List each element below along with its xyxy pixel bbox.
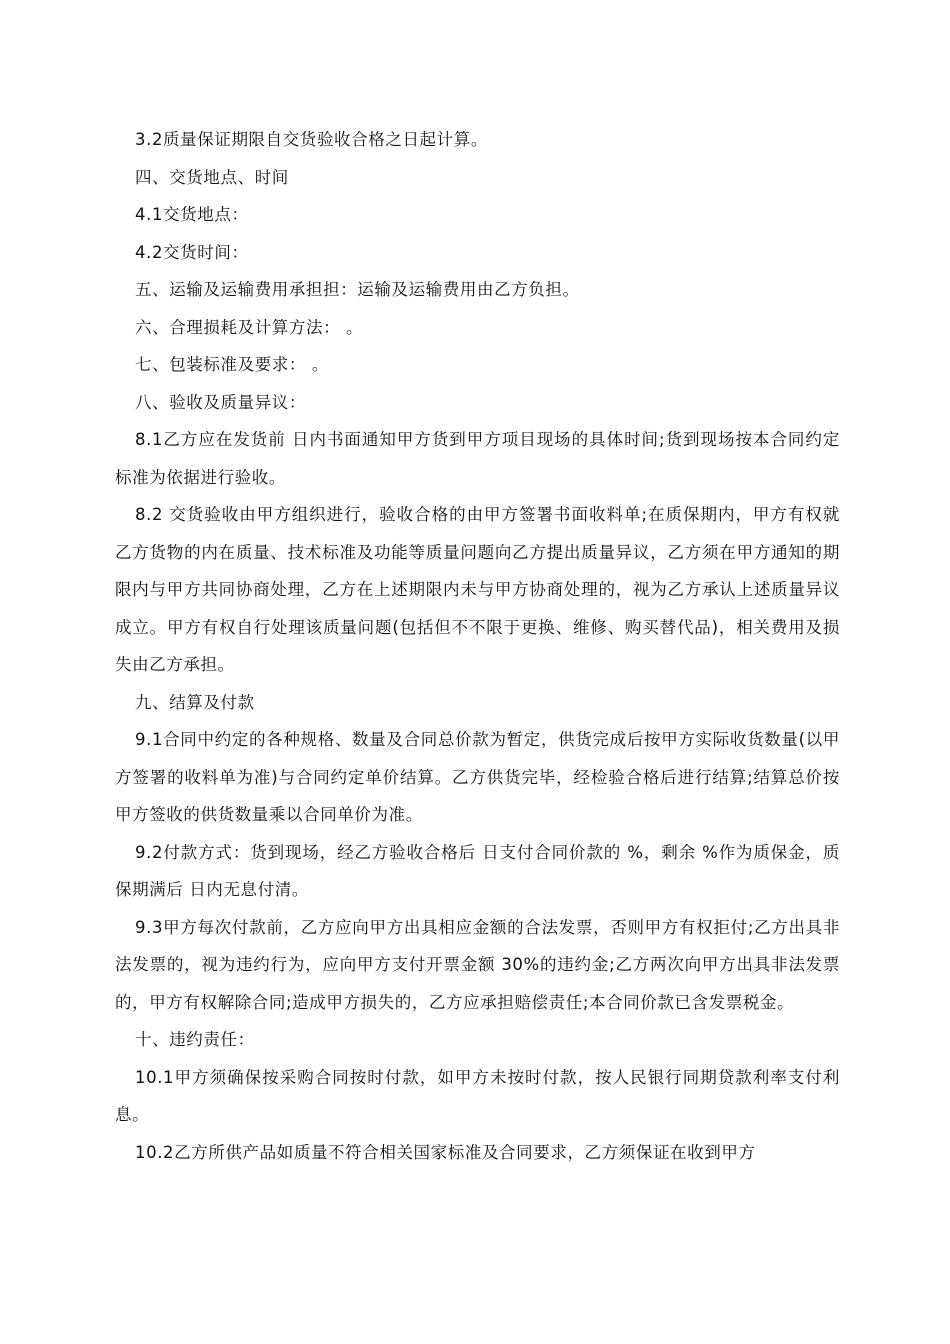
clause-8-1: 8.1乙方应在发货前 日内书面通知甲方货到甲方项目现场的具体时间;货到现场按本合同约定标准为依据进行验收。 [115,430,840,487]
clause-3-2: 3.2质量保证期限自交货验收合格之日起计算。 [135,130,488,149]
section-heading-6: 六、合理损耗及计算方法： 。 [135,317,364,337]
clause-4-2: 4.2交货时间： [135,242,249,262]
clause-10-1: 10.1甲方须确保按采购合同按时付款，如甲方未按时付款，按人民银行同期贷款利率支付利息。 [115,1067,840,1124]
clause-8-2: 8.2 交货验收由甲方组织进行，验收合格的由甲方签署书面收料单;在质保期内，甲方有权就乙方货物的内在质量、技术标准及功能等质量问题向乙方提出质量异议，乙方须在甲方通知的期限内与甲方共同协商处理，乙方在上述期限内未与甲方协商处理的，视为乙方承认上述质量异议成立。甲方有权自行处理该质量问题(包括但不不限于更换、维修、购买替代品)，相关费用及损失由乙方承担。 [115,505,840,674]
section-heading-4: 四、交货地点、时间 [135,167,289,187]
document-body [115,121,840,1171]
section-heading-9: 九、结算及付款 [135,692,255,712]
section-heading-7: 七、包装标准及要求： 。 [135,355,329,374]
clause-4-1: 4.1交货地点： [135,205,249,224]
clause-9-1: 9.1合同中约定的各种规格、数量及合同总价款为暂定，供货完成后按甲方实际收货数量(以甲方签署的收料单为准)与合同约定单价结算。乙方供货完毕，经检验合格后进行结算;结算总价按甲方签收的供货数量乘以合同单价为准。 [115,730,840,824]
clause-9-2: 9.2付款方式：货到现场，经乙方验收合格后 日支付合同价款的 %，剩余 %作为质保金，质保期满后 日内无息付清。 [115,842,840,899]
section-heading-5: 五、运输及运输费用承担担：运输及运输费用由乙方负担。 [135,280,580,299]
clause-9-3: 9.3甲方每次付款前，乙方应向甲方出具相应金额的合法发票，否则甲方有权拒付;乙方出具非法发票的，视为违约行为，应向甲方支付开票金额 30%的违约金;乙方两次向甲方出具非法发票的，甲方有权解除合同;造成甲方损失的，乙方应承担赔偿责任;本合同价款已含发票税金。 [115,917,840,1012]
section-heading-10: 十、违约责任： [135,1030,255,1049]
clause-10-2: 10.2乙方所供产品如质量不符合相关国家标准及合同要求，乙方须保证在收到甲方 [135,1142,756,1162]
section-heading-8: 八、验收及质量异议： [135,392,306,412]
